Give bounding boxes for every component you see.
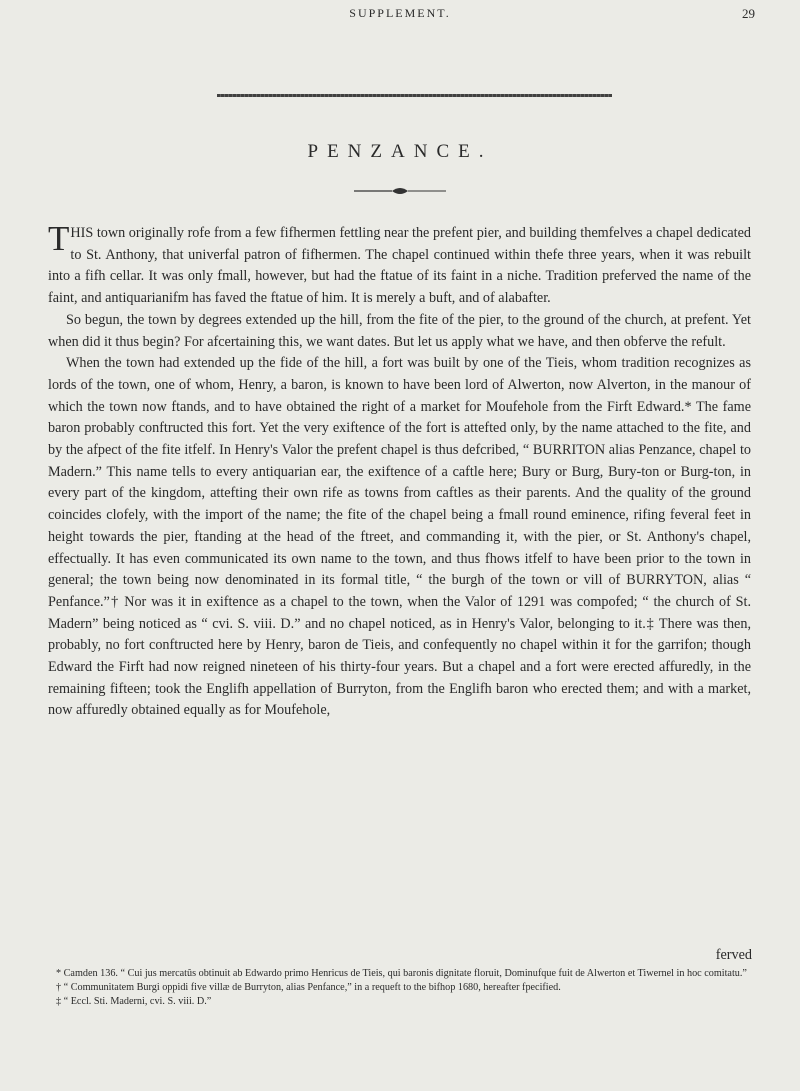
paragraph-1-text: HIS town originally rofe from a few fifhermen fettling near the prefent pier, and building themfelves a chapel dedicated to St. Anthony, that univerfal patron of fifhermen. The chapel continued within thefe three years, when it was rebuilt into a fifh cellar. It was only fmall, however, but had the ftatue of its faint in a niche. Tradition preferved the name of the faint, and antiquarianifm has faved the ftatue of him. It is merely a buft, and of alabafter.	[48, 225, 751, 307]
paragraph-3: When the town had extended up the fide of the hill, a fort was built by one of the Tieis, whom tradition recognizes as lords of the town, one of whom, Henry, a baron, is known to have been lord of Alwerton, now Alverton, in the manour of which the town now ftands, and to have obtained the right of a market for Moufehole from the Firft Edward.* The fame baron probably conftructed this fort. Yet the very exiftence of the fort is attefted only, by the name attached to the fite, and by the afpect of the fite itfelf. In Henry's Valor the prefent chapel is thus defcribed, “ BURRITON alias Penzance, chapel to Madern.” This name tells to every antiquarian ear, the exiftence of a caftle here; Bury or Burg, Bury-ton or Burg-ton, in every part of the kingdom, attefting their own rife as towns from caftles as their parents. And the quality of the ground coincides clofely, with the import of the name; the fite of the chapel being a fmall round eminence, rifing feveral feet in height towards the pier, ftanding at the head of the ftreet, and commanding it, with the pier, or St. Anthony's chapel, effectually. It has even communicated its own name to the town, and thus fhows itfelf to have been prior to the town in general; the town being now denominated in its formal title, “ the burgh of the town or vill of BURRYTON, alias “ Penfance.”† Nor was it in exiftence as a chapel to the town, when the Valor of 1291 was compofed; “ the church of St. Madern” being noticed as “ cvi. S. viii. D.” and no chapel noticed, as in Henry's Valor, belonging to it.‡ There was then, probably, no fort conftructed here by Henry, baron de Tieis, and confequently no chapel within it for the garrifon; though Edward the Firft had now reigned nineteen of his thirty-four years. But a chapel and a fort were erected affuredly, in the remaining fifteen; took the Englifh appellation of Burryton, from the Englifh baron who erected them; and with a market, now affuredly obtained equally as for Moufehole,	[48, 355, 751, 719]
catchword: ferved	[715, 947, 752, 963]
decorative-rule	[217, 94, 612, 97]
footnotes	[48, 967, 753, 1009]
paragraph-2: So begun, the town by degrees extended up the hill, from the fite of the pier, to the ground of the church, at prefent. Yet when did it thus begin? For afcertaining this, we want dates. But let us apply what we have, and then obferve the refult.	[48, 311, 751, 350]
running-head-title: SUPPLEMENT.	[349, 6, 451, 20]
running-head	[0, 6, 800, 21]
footnote-dagger: † “ Communitatem Burgi oppidi five villæ de Burryton, alias Penfance,” in a requeft to the bifhop 1680, hereafter fpecified.	[56, 982, 561, 993]
ornament-icon	[352, 185, 448, 197]
body-text	[48, 219, 751, 722]
footnote-double-dagger: ‡ “ Eccl. Sti. Maderni, cvi. S. viii. D.”	[56, 996, 212, 1007]
paragraph-1	[48, 219, 751, 310]
page-number: 29	[742, 6, 755, 21]
drop-cap: T	[48, 219, 70, 258]
footnote-asterisk: * Camden 136. “ Cui jus mercatûs obtinuit ab Edwardo primo Henricus de Tieis, qui baronis dignitate floruit, Dominufque fuit de Alwerton et Tiwernel in hoc comitatu.”	[56, 968, 747, 979]
chapter-heading: PENZANCE.	[307, 141, 493, 162]
